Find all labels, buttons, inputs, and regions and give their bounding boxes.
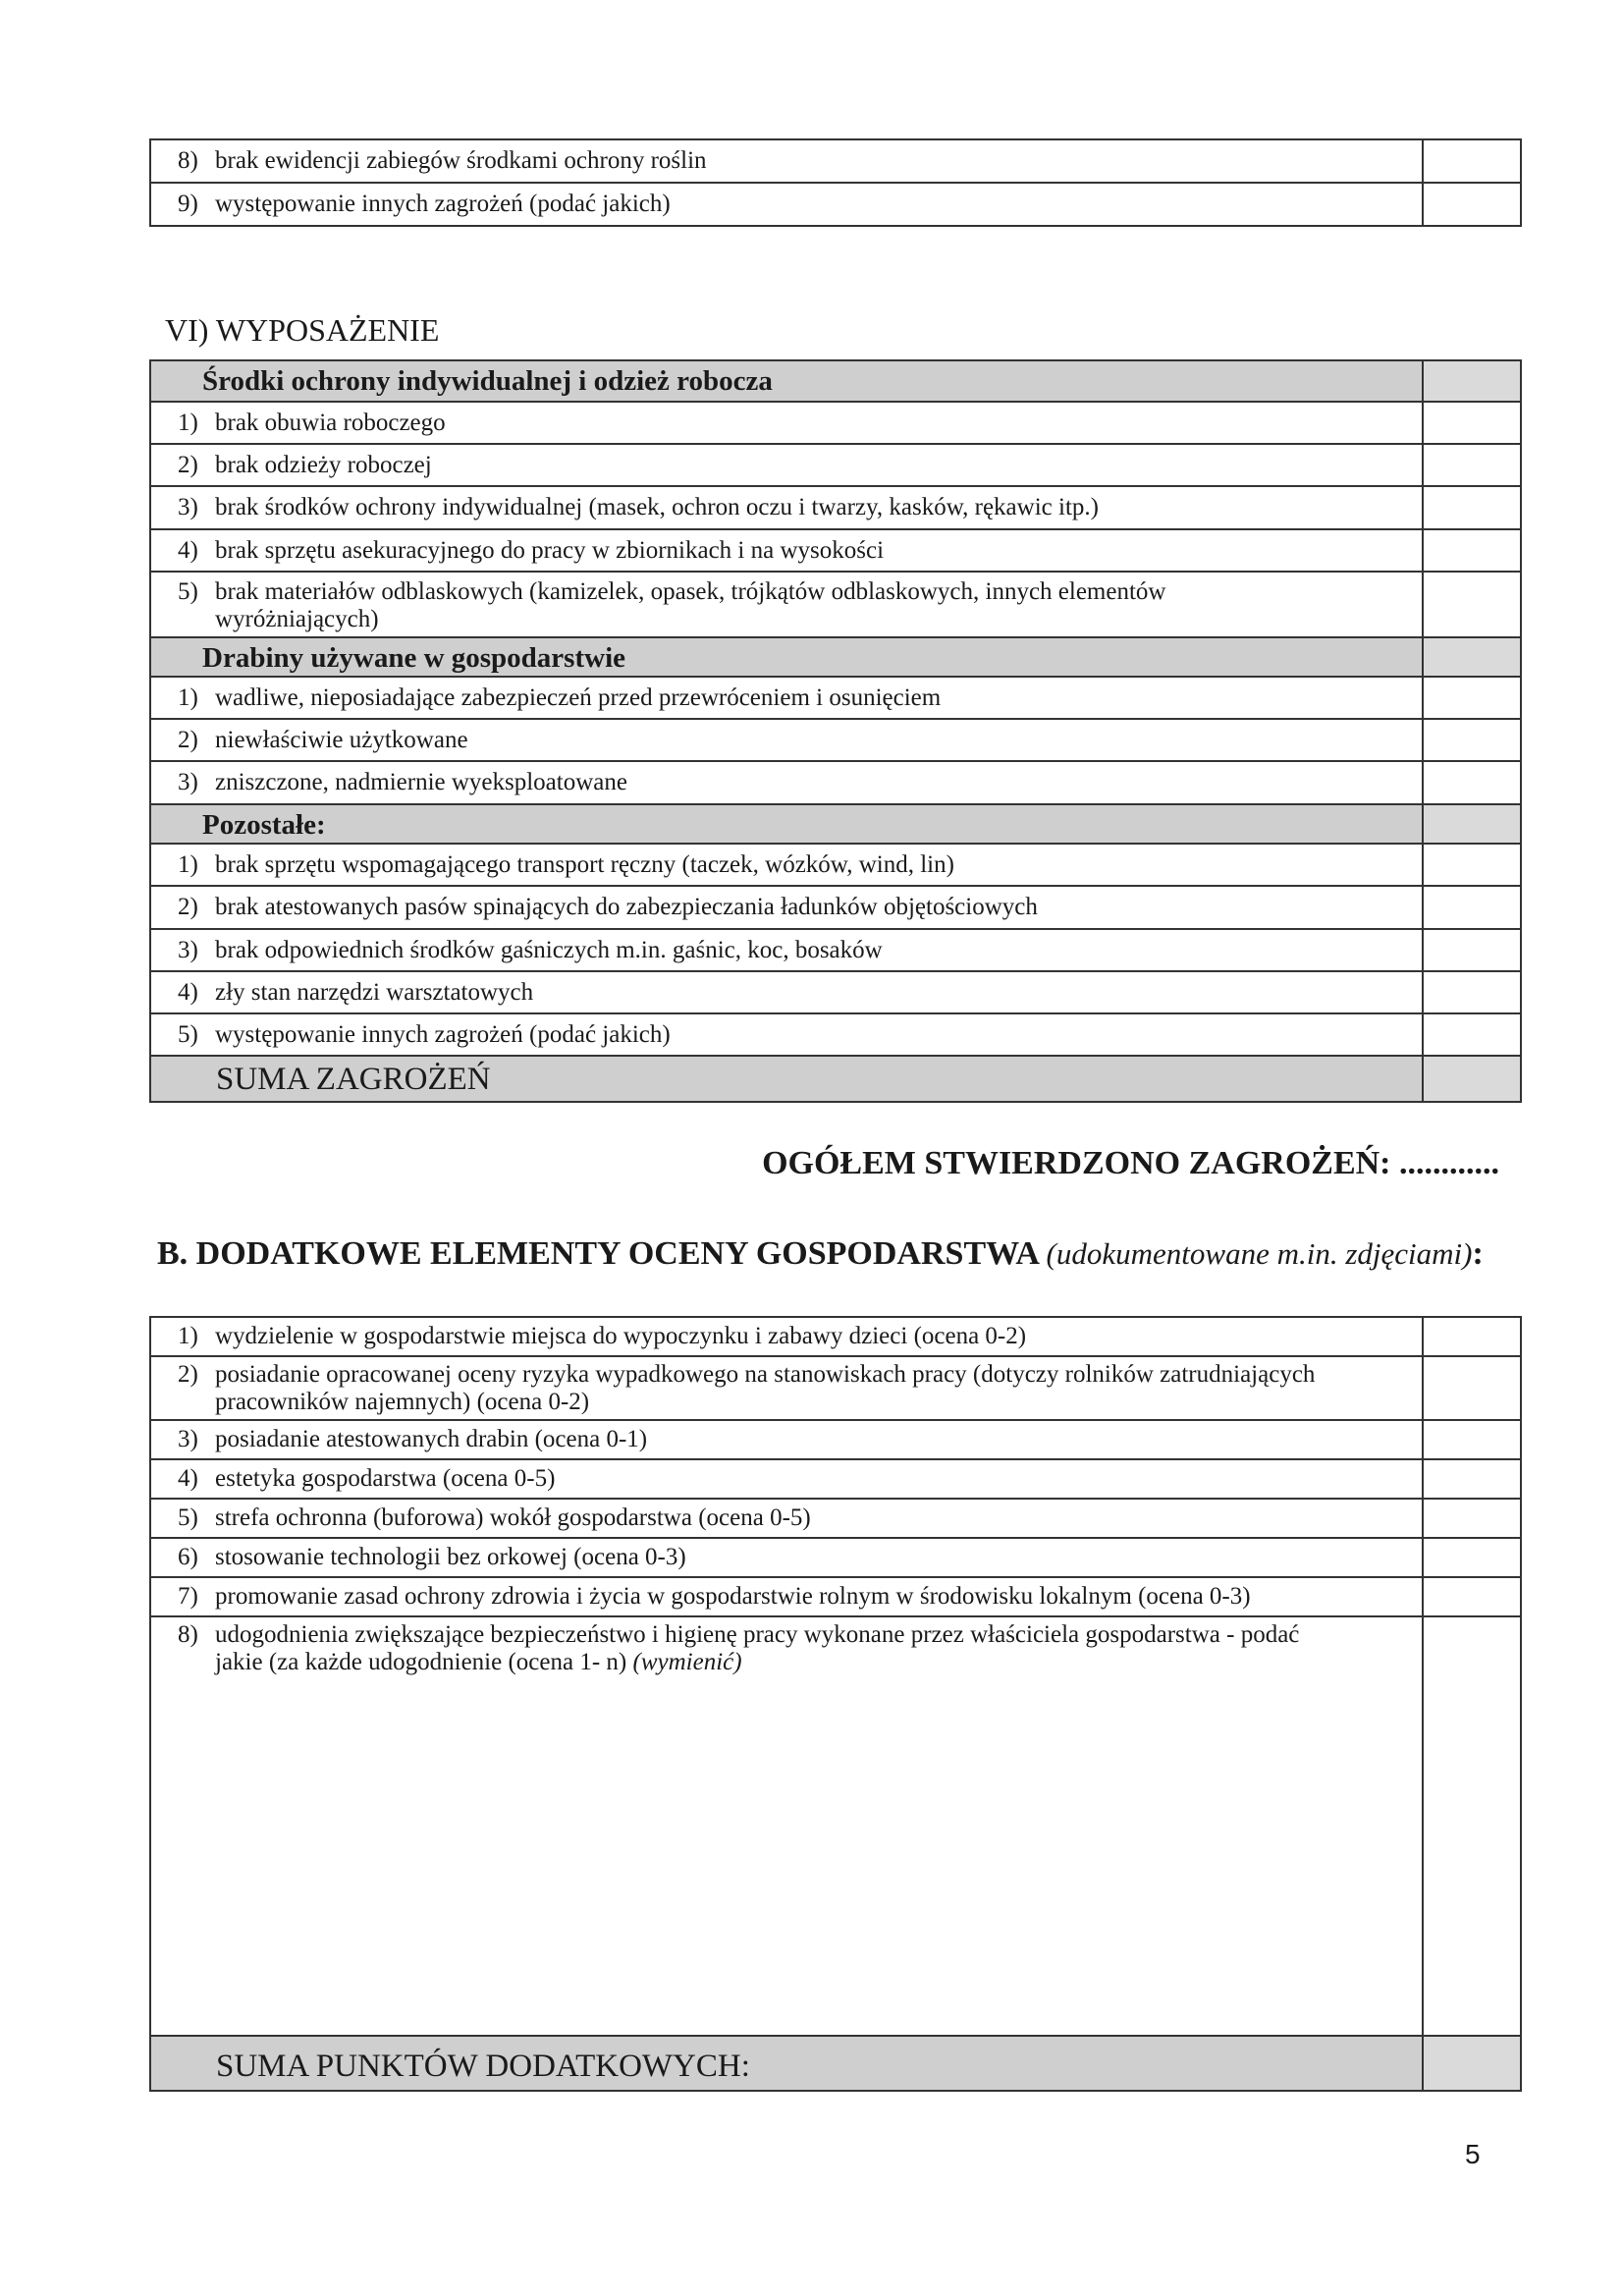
- row-label: 8) udogodnienia zwiększające bezpieczeństwo i higienę pracy wykonane przez właściciela gospodarstwa - podać jakie (za każde udogodnienie (ocena 1- n) (wymienić): [150, 1616, 1423, 2036]
- table-row: [150, 844, 1521, 886]
- checkbox-cell[interactable]: [1423, 844, 1521, 886]
- group-header: [150, 360, 1521, 402]
- sum-row: [150, 1056, 1521, 1102]
- checkbox-cell[interactable]: [1423, 1013, 1521, 1056]
- section-title-b-note: (udokumentowane m.in. zdjęciami): [1046, 1236, 1473, 1271]
- table-row: [150, 444, 1521, 486]
- table-row: [150, 1317, 1521, 1356]
- row-label: 2) posiadanie opracowanej oceny ryzyka wypadkowego na stanowiskach pracy (dotyczy rolników zatrudniających pracowników najemnych) (ocena 0-2): [150, 1356, 1423, 1420]
- table-row: [150, 1420, 1521, 1459]
- checkbox-cell[interactable]: [1423, 402, 1521, 444]
- additional-elements-table: [149, 1316, 1522, 2092]
- row-label: 2) brak atestowanych pasów spinających do zabezpieczania ładunków objętościowych: [150, 886, 1423, 929]
- checkbox-cell[interactable]: [1423, 886, 1521, 929]
- row-label: 8) brak ewidencji zabiegów środkami ochrony roślin: [150, 139, 1423, 183]
- checkbox-cell[interactable]: [1423, 971, 1521, 1013]
- checkbox-cell[interactable]: [1423, 183, 1521, 226]
- table-row: [150, 486, 1521, 529]
- checkbox-cell[interactable]: [1423, 486, 1521, 529]
- row-label: 7) promowanie zasad ochrony zdrowia i życia w gospodarstwie rolnym w środowisku lokalnym (ocena 0-3): [150, 1577, 1423, 1616]
- checkbox-cell[interactable]: [1423, 444, 1521, 486]
- sum-label: SUMA ZAGROŻEŃ: [150, 1056, 1423, 1102]
- section-title-b-colon: :: [1472, 1235, 1484, 1272]
- sum-value-cell[interactable]: [1423, 2036, 1521, 2091]
- table-row: [150, 572, 1521, 637]
- checkbox-cell[interactable]: [1423, 719, 1521, 761]
- table-row: [150, 1356, 1521, 1420]
- score-cell[interactable]: [1423, 1538, 1521, 1577]
- table-row: [150, 1577, 1521, 1616]
- score-cell[interactable]: [1423, 1420, 1521, 1459]
- checkbox-cell[interactable]: [1423, 529, 1521, 572]
- row-label: 4) brak sprzętu asekuracyjnego do pracy w zbiornikach i na wysokości: [150, 529, 1423, 572]
- group-header-box: [1423, 360, 1521, 402]
- row-label: 3) zniszczone, nadmiernie wyeksploatowane: [150, 761, 1423, 804]
- table-row: [150, 1013, 1521, 1056]
- section-title-b: [157, 1235, 1484, 1273]
- group-header-label: Środki ochrony indywidualnej i odzież robocza: [150, 360, 1423, 402]
- table-row: [150, 183, 1521, 226]
- table-row: [150, 139, 1521, 183]
- score-cell[interactable]: [1423, 1577, 1521, 1616]
- row-label: 5) strefa ochronna (buforowa) wokół gospodarstwa (ocena 0-5): [150, 1499, 1423, 1538]
- page-number: 5: [1465, 2139, 1481, 2169]
- sum-row: [150, 2036, 1521, 2091]
- row8-text: udogodnienia zwiększające bezpieczeństwo i higienę pracy wykonane przez właściciela gospodarstwa - podać jakie (za każde udogodnienie (ocena 1- n): [215, 1621, 1300, 1675]
- table-row: [150, 1459, 1521, 1499]
- row-label: 2) brak odzieży roboczej: [150, 444, 1423, 486]
- row-label: 3) brak środków ochrony indywidualnej (masek, ochron oczu i twarzy, kasków, rękawic itp.): [150, 486, 1423, 529]
- total-hazards: OGÓŁEM STWIERDZONO ZAGROŻEŃ: ............: [762, 1145, 1499, 1181]
- group-header-box: [1423, 637, 1521, 677]
- section-title-b-main: B. DODATKOWE ELEMENTY OCENY GOSPODARSTWA: [157, 1235, 1039, 1272]
- row-label: 6) stosowanie technologii bez orkowej (ocena 0-3): [150, 1538, 1423, 1577]
- row-label: 3) posiadanie atestowanych drabin (ocena 0-1): [150, 1420, 1423, 1459]
- top-hazard-table: [149, 138, 1522, 227]
- row-label: 5) występowanie innych zagrożeń (podać jakich): [150, 1013, 1423, 1056]
- table-row: [150, 719, 1521, 761]
- group-header-box: [1423, 804, 1521, 844]
- sum-value-cell[interactable]: [1423, 1056, 1521, 1102]
- table-row: [150, 1538, 1521, 1577]
- score-cell[interactable]: [1423, 1459, 1521, 1499]
- score-cell[interactable]: [1423, 1499, 1521, 1538]
- score-cell[interactable]: [1423, 1616, 1521, 2036]
- score-cell[interactable]: [1423, 1317, 1521, 1356]
- table-row: [150, 1499, 1521, 1538]
- table-row: [150, 1616, 1521, 2036]
- group-header-label: Drabiny używane w gospodarstwie: [150, 637, 1423, 677]
- group-header: [150, 804, 1521, 844]
- equipment-table: [149, 359, 1522, 1103]
- row-label: 4) zły stan narzędzi warsztatowych: [150, 971, 1423, 1013]
- table-row: [150, 677, 1521, 719]
- table-row: [150, 929, 1521, 971]
- row-label: 9) występowanie innych zagrożeń (podać jakich): [150, 183, 1423, 226]
- score-cell[interactable]: [1423, 1356, 1521, 1420]
- row-label: 2) niewłaściwie użytkowane: [150, 719, 1423, 761]
- row8-note: (wymienić): [632, 1649, 742, 1675]
- row-label: 1) brak sprzętu wspomagającego transport ręczny (taczek, wózków, wind, lin): [150, 844, 1423, 886]
- row-label: 1) wydzielenie w gospodarstwie miejsca do wypoczynku i zabawy dzieci (ocena 0-2): [150, 1317, 1423, 1356]
- section-title-vi: VI) WYPOSAŻENIE: [165, 312, 440, 348]
- row-label: 4) estetyka gospodarstwa (ocena 0-5): [150, 1459, 1423, 1499]
- row-label: 1) wadliwe, nieposiadające zabezpieczeń przed przewróceniem i osunięciem: [150, 677, 1423, 719]
- row-label: 3) brak odpowiednich środków gaśniczych m.in. gaśnic, koc, bosaków: [150, 929, 1423, 971]
- row-label: 1) brak obuwia roboczego: [150, 402, 1423, 444]
- table-row: [150, 971, 1521, 1013]
- checkbox-cell[interactable]: [1423, 677, 1521, 719]
- table-row: [150, 529, 1521, 572]
- checkbox-cell[interactable]: [1423, 139, 1521, 183]
- checkbox-cell[interactable]: [1423, 761, 1521, 804]
- row-label: 5) brak materiałów odblaskowych (kamizelek, opasek, trójkątów odblaskowych, innych elementów wyróżniających): [150, 572, 1423, 637]
- group-header: [150, 637, 1521, 677]
- table-row: [150, 761, 1521, 804]
- sum-label: SUMA PUNKTÓW DODATKOWYCH:: [150, 2036, 1423, 2091]
- group-header-label: Pozostałe:: [150, 804, 1423, 844]
- checkbox-cell[interactable]: [1423, 929, 1521, 971]
- table-row: [150, 886, 1521, 929]
- table-row: [150, 402, 1521, 444]
- checkbox-cell[interactable]: [1423, 572, 1521, 637]
